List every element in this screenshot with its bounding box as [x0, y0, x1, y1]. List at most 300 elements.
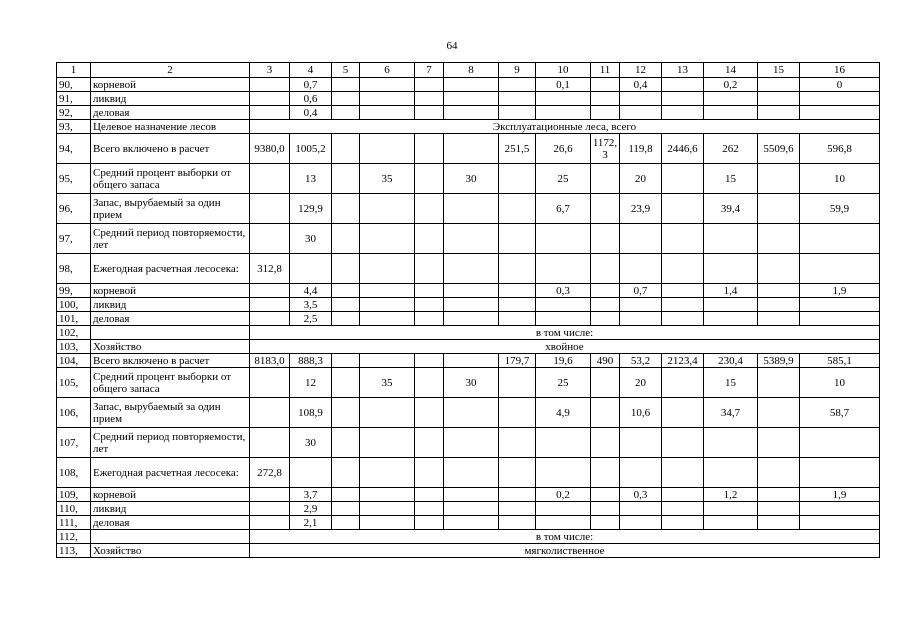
row-label: Хозяйство	[91, 544, 250, 558]
data-cell	[758, 164, 800, 194]
data-cell	[250, 106, 290, 120]
row-label: корневой	[91, 488, 250, 502]
data-cell	[499, 398, 536, 428]
data-cell	[800, 298, 880, 312]
data-cell: 1,4	[704, 284, 758, 298]
data-cell	[758, 458, 800, 488]
data-cell: 2,1	[290, 516, 332, 530]
data-cell: 19,6	[536, 354, 591, 368]
row-label: Средний процент выборки от общего запаса	[91, 164, 250, 194]
data-cell: 8183,0	[250, 354, 290, 368]
data-cell	[250, 398, 290, 428]
data-cell	[704, 298, 758, 312]
data-cell	[591, 164, 620, 194]
data-cell	[444, 254, 499, 284]
data-cell	[415, 164, 444, 194]
data-cell: 30	[290, 224, 332, 254]
table-row	[57, 326, 880, 340]
data-cell	[662, 254, 704, 284]
column-header: 7	[415, 63, 444, 78]
data-cell	[499, 488, 536, 502]
data-cell	[360, 312, 415, 326]
data-cell: 58,7	[800, 398, 880, 428]
row-label: ликвид	[91, 502, 250, 516]
data-cell	[662, 368, 704, 398]
data-cell	[536, 312, 591, 326]
data-cell	[591, 224, 620, 254]
data-cell: 179,7	[499, 354, 536, 368]
data-cell: 119,8	[620, 134, 662, 164]
column-header: 8	[444, 63, 499, 78]
data-cell: 13	[290, 164, 332, 194]
data-cell: 1,9	[800, 488, 880, 502]
data-cell	[444, 428, 499, 458]
column-header: 1	[57, 63, 91, 78]
row-number: 93,	[57, 120, 91, 134]
data-cell	[360, 398, 415, 428]
column-header: 6	[360, 63, 415, 78]
row-label: Средний период повторяемости, лет	[91, 224, 250, 254]
data-cell	[250, 312, 290, 326]
data-cell	[250, 488, 290, 502]
data-cell	[591, 488, 620, 502]
data-cell	[360, 106, 415, 120]
data-cell	[332, 502, 360, 516]
row-label: Ежегодная расчетная лесосека:	[91, 458, 250, 488]
column-header: 13	[662, 63, 704, 78]
data-cell	[758, 428, 800, 458]
row-label: Запас, вырубаемый за один прием	[91, 194, 250, 224]
data-cell	[704, 458, 758, 488]
data-cell	[536, 502, 591, 516]
data-cell	[444, 398, 499, 428]
data-cell: 6,7	[536, 194, 591, 224]
data-cell	[662, 458, 704, 488]
row-number: 103,	[57, 340, 91, 354]
data-cell: 53,2	[620, 354, 662, 368]
data-cell	[800, 428, 880, 458]
data-cell	[758, 516, 800, 530]
table-row	[57, 92, 880, 106]
data-cell	[662, 164, 704, 194]
data-cell	[290, 458, 332, 488]
data-cell	[444, 502, 499, 516]
column-header: 3	[250, 63, 290, 78]
data-cell	[250, 502, 290, 516]
data-cell	[499, 428, 536, 458]
table-row	[57, 516, 880, 530]
data-cell	[704, 428, 758, 458]
data-cell: 10	[800, 164, 880, 194]
data-cell	[332, 398, 360, 428]
data-cell	[591, 368, 620, 398]
data-cell	[662, 488, 704, 502]
data-cell: 0,2	[536, 488, 591, 502]
data-cell: 0,2	[704, 78, 758, 92]
row-number: 98,	[57, 254, 91, 284]
data-cell	[250, 92, 290, 106]
data-cell	[662, 224, 704, 254]
table-row	[57, 502, 880, 516]
data-cell	[360, 254, 415, 284]
data-cell	[662, 398, 704, 428]
data-cell	[499, 254, 536, 284]
data-cell	[591, 502, 620, 516]
data-cell	[536, 224, 591, 254]
row-label: корневой	[91, 284, 250, 298]
data-cell	[415, 134, 444, 164]
data-cell: 0,7	[290, 78, 332, 92]
row-label: Запас, вырубаемый за один прием	[91, 398, 250, 428]
data-cell	[662, 92, 704, 106]
data-cell	[591, 398, 620, 428]
data-cell	[415, 106, 444, 120]
row-number: 102,	[57, 326, 91, 340]
row-label: ликвид	[91, 298, 250, 312]
row-label: Всего включено в расчет	[91, 354, 250, 368]
data-cell: 1,9	[800, 284, 880, 298]
data-cell: 3,7	[290, 488, 332, 502]
data-cell	[290, 254, 332, 284]
data-cell	[591, 284, 620, 298]
data-cell: 108,9	[290, 398, 332, 428]
table-header-row	[57, 63, 880, 78]
data-cell	[360, 224, 415, 254]
table-row	[57, 458, 880, 488]
row-label: Целевое назначение лесов	[91, 120, 250, 134]
data-cell	[662, 428, 704, 458]
column-header: 14	[704, 63, 758, 78]
row-label: ликвид	[91, 92, 250, 106]
data-cell	[250, 368, 290, 398]
data-cell	[444, 224, 499, 254]
data-cell: 585,1	[800, 354, 880, 368]
row-label: деловая	[91, 106, 250, 120]
data-cell	[662, 78, 704, 92]
data-cell	[332, 354, 360, 368]
data-cell	[250, 164, 290, 194]
data-cell: 39,4	[704, 194, 758, 224]
data-cell: 4,9	[536, 398, 591, 428]
table-row	[57, 134, 880, 164]
data-cell	[360, 284, 415, 298]
data-cell: 25	[536, 368, 591, 398]
data-cell	[332, 78, 360, 92]
data-cell	[444, 106, 499, 120]
data-cell	[360, 354, 415, 368]
row-number: 101,	[57, 312, 91, 326]
section-label: в том числе:	[250, 326, 880, 340]
table-row	[57, 284, 880, 298]
table-body	[57, 63, 880, 558]
data-cell: 23,9	[620, 194, 662, 224]
data-cell	[758, 398, 800, 428]
table-row	[57, 106, 880, 120]
data-cell	[360, 92, 415, 106]
data-cell	[591, 428, 620, 458]
data-cell	[499, 458, 536, 488]
section-label: хвойное	[250, 340, 880, 354]
data-cell: 30	[290, 428, 332, 458]
data-cell	[499, 92, 536, 106]
data-cell: 2123,4	[662, 354, 704, 368]
data-cell	[591, 458, 620, 488]
section-label: мягколиственное	[250, 544, 880, 558]
data-cell	[591, 298, 620, 312]
forest-calculation-table	[56, 62, 880, 558]
data-cell	[415, 254, 444, 284]
data-cell	[360, 194, 415, 224]
data-cell	[536, 516, 591, 530]
row-number: 111,	[57, 516, 91, 530]
data-cell	[499, 312, 536, 326]
row-number: 97,	[57, 224, 91, 254]
column-header: 10	[536, 63, 591, 78]
data-cell: 230,4	[704, 354, 758, 368]
data-cell	[499, 502, 536, 516]
data-cell	[620, 312, 662, 326]
data-cell	[360, 488, 415, 502]
data-cell	[758, 78, 800, 92]
data-cell	[620, 502, 662, 516]
data-cell	[591, 78, 620, 92]
data-cell	[250, 224, 290, 254]
data-cell	[415, 224, 444, 254]
data-cell	[704, 224, 758, 254]
row-number: 110,	[57, 502, 91, 516]
data-cell: 35	[360, 164, 415, 194]
row-number: 113,	[57, 544, 91, 558]
data-cell	[332, 298, 360, 312]
data-cell	[332, 428, 360, 458]
table-row	[57, 544, 880, 558]
row-label	[91, 326, 250, 340]
table-row	[57, 530, 880, 544]
data-cell	[360, 458, 415, 488]
data-cell: 1172,3	[591, 134, 620, 164]
data-cell	[662, 516, 704, 530]
data-cell	[499, 368, 536, 398]
row-number: 100,	[57, 298, 91, 312]
data-cell: 0,4	[290, 106, 332, 120]
data-cell	[332, 92, 360, 106]
data-cell	[250, 428, 290, 458]
data-cell	[250, 78, 290, 92]
data-cell: 272,8	[250, 458, 290, 488]
row-label: деловая	[91, 516, 250, 530]
data-cell: 888,3	[290, 354, 332, 368]
data-cell	[250, 516, 290, 530]
table-row	[57, 224, 880, 254]
data-cell	[620, 254, 662, 284]
data-cell: 3,5	[290, 298, 332, 312]
section-label: Эксплуатационные леса, всего	[250, 120, 880, 134]
data-cell	[444, 516, 499, 530]
data-cell: 5509,6	[758, 134, 800, 164]
row-number: 108,	[57, 458, 91, 488]
row-number: 96,	[57, 194, 91, 224]
row-number: 106,	[57, 398, 91, 428]
data-cell	[444, 312, 499, 326]
data-cell	[620, 458, 662, 488]
row-number: 112,	[57, 530, 91, 544]
data-cell	[704, 254, 758, 284]
data-cell	[332, 312, 360, 326]
row-label: Хозяйство	[91, 340, 250, 354]
data-cell: 15	[704, 368, 758, 398]
data-cell: 30	[444, 368, 499, 398]
column-header: 9	[499, 63, 536, 78]
data-cell: 2,9	[290, 502, 332, 516]
data-cell	[662, 194, 704, 224]
table-row	[57, 368, 880, 398]
data-cell: 0,4	[620, 78, 662, 92]
data-cell	[444, 284, 499, 298]
data-cell	[499, 224, 536, 254]
table-row	[57, 354, 880, 368]
data-cell: 26,6	[536, 134, 591, 164]
data-cell: 0	[800, 78, 880, 92]
column-header: 5	[332, 63, 360, 78]
data-cell	[536, 428, 591, 458]
data-cell	[499, 194, 536, 224]
data-cell	[415, 516, 444, 530]
data-cell: 4,4	[290, 284, 332, 298]
row-label: Средний процент выборки от общего запаса	[91, 368, 250, 398]
data-cell	[444, 458, 499, 488]
data-cell	[800, 92, 880, 106]
data-cell	[444, 134, 499, 164]
data-cell	[662, 298, 704, 312]
data-cell	[800, 224, 880, 254]
data-cell	[360, 516, 415, 530]
data-cell	[250, 194, 290, 224]
data-cell	[758, 106, 800, 120]
row-number: 105,	[57, 368, 91, 398]
data-cell: 10	[800, 368, 880, 398]
data-cell	[332, 458, 360, 488]
data-cell: 35	[360, 368, 415, 398]
table-row	[57, 78, 880, 92]
data-cell	[704, 92, 758, 106]
column-header: 11	[591, 63, 620, 78]
page-number: 64	[446, 40, 458, 52]
row-label: Всего включено в расчет	[91, 134, 250, 164]
data-cell	[332, 254, 360, 284]
data-cell: 20	[620, 164, 662, 194]
data-cell	[591, 106, 620, 120]
data-cell	[704, 516, 758, 530]
data-cell	[536, 458, 591, 488]
data-cell: 0,3	[620, 488, 662, 502]
data-cell	[499, 516, 536, 530]
data-cell: 20	[620, 368, 662, 398]
data-cell: 2446,6	[662, 134, 704, 164]
data-cell	[360, 502, 415, 516]
data-cell: 129,9	[290, 194, 332, 224]
data-cell: 312,8	[250, 254, 290, 284]
data-cell: 30	[444, 164, 499, 194]
table-row	[57, 120, 880, 134]
data-cell	[758, 312, 800, 326]
table-row	[57, 398, 880, 428]
data-cell	[444, 78, 499, 92]
data-cell	[250, 284, 290, 298]
data-cell	[591, 254, 620, 284]
data-cell	[415, 194, 444, 224]
table-row	[57, 298, 880, 312]
data-cell: 25	[536, 164, 591, 194]
data-cell: 10,6	[620, 398, 662, 428]
data-cell	[415, 502, 444, 516]
row-label: Ежегодная расчетная лесосека:	[91, 254, 250, 284]
data-cell: 262	[704, 134, 758, 164]
data-cell	[332, 488, 360, 502]
data-cell	[662, 312, 704, 326]
data-cell: 596,8	[800, 134, 880, 164]
data-cell	[332, 134, 360, 164]
column-header: 4	[290, 63, 332, 78]
data-cell: 15	[704, 164, 758, 194]
row-label: корневой	[91, 78, 250, 92]
data-cell	[415, 428, 444, 458]
row-number: 99,	[57, 284, 91, 298]
data-cell	[360, 298, 415, 312]
row-number: 104,	[57, 354, 91, 368]
data-cell	[415, 284, 444, 298]
row-number: 90,	[57, 78, 91, 92]
row-number: 107,	[57, 428, 91, 458]
data-cell	[332, 224, 360, 254]
row-label: Средний период повторяемости, лет	[91, 428, 250, 458]
table-row	[57, 254, 880, 284]
row-number: 92,	[57, 106, 91, 120]
data-cell	[415, 312, 444, 326]
data-cell	[704, 106, 758, 120]
data-cell	[620, 428, 662, 458]
data-cell	[758, 194, 800, 224]
data-cell	[536, 106, 591, 120]
data-cell: 0,1	[536, 78, 591, 92]
data-cell	[444, 354, 499, 368]
section-label: в том числе:	[250, 530, 880, 544]
data-cell: 2,5	[290, 312, 332, 326]
data-cell	[620, 298, 662, 312]
data-cell	[591, 194, 620, 224]
data-cell	[444, 194, 499, 224]
data-cell	[415, 298, 444, 312]
data-cell	[536, 298, 591, 312]
data-cell	[800, 458, 880, 488]
data-cell	[591, 92, 620, 106]
data-cell	[800, 254, 880, 284]
data-cell	[536, 254, 591, 284]
data-cell	[332, 164, 360, 194]
data-cell: 1005,2	[290, 134, 332, 164]
data-cell: 1,2	[704, 488, 758, 502]
data-cell	[332, 194, 360, 224]
data-cell	[250, 298, 290, 312]
data-cell: 59,9	[800, 194, 880, 224]
data-cell	[499, 284, 536, 298]
data-cell	[332, 516, 360, 530]
row-number: 94,	[57, 134, 91, 164]
data-cell	[704, 502, 758, 516]
column-header: 2	[91, 63, 250, 78]
data-cell	[415, 488, 444, 502]
data-cell	[360, 78, 415, 92]
data-cell	[499, 106, 536, 120]
